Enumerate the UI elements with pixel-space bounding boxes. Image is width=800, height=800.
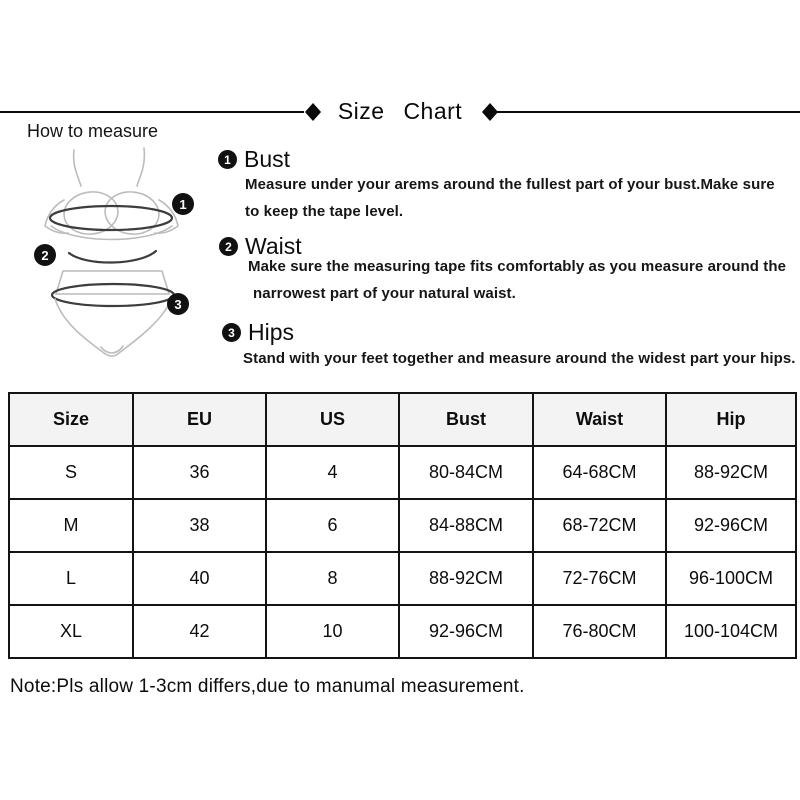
cell-bust: 84-88CM: [399, 499, 533, 552]
strap-left: [74, 150, 81, 186]
cell-eu: 36: [133, 446, 266, 499]
page-title: Size Chart: [337, 98, 463, 124]
cell-bust: 92-96CM: [399, 605, 533, 658]
header-cell-bust: Bust: [399, 393, 533, 446]
table-row-s: [9, 446, 796, 499]
divider-line-right: [496, 111, 800, 113]
table-row-l: [9, 552, 796, 605]
cell-eu: 38: [133, 499, 266, 552]
bust-label: Bust: [244, 146, 291, 172]
cell-hip: 100-104CM: [666, 605, 796, 658]
waist-number-badge: 2: [219, 237, 238, 256]
section-heading-bust: [218, 146, 290, 173]
cell-waist: 64-68CM: [533, 446, 666, 499]
hips-label: Hips: [248, 319, 295, 345]
cell-size: M: [9, 499, 133, 552]
cell-waist: 72-76CM: [533, 552, 666, 605]
divider-line-left: [0, 111, 304, 113]
figure-badge-1: [172, 193, 194, 215]
cell-bust: 88-92CM: [399, 552, 533, 605]
measurement-note: Note:Pls allow 1-3cm differs,due to manumal measurement.: [10, 676, 525, 697]
cell-size: L: [9, 552, 133, 605]
hips-number-badge: 3: [222, 323, 241, 342]
cell-us: 6: [266, 499, 399, 552]
figure-badge-2-number: 2: [41, 248, 49, 263]
header-cell-us: US: [266, 393, 399, 446]
diamond-ornament-left: [305, 103, 321, 121]
bust-instruction-line-2: to keep the tape level.: [245, 203, 404, 220]
cell-eu: 40: [133, 552, 266, 605]
figure-badge-3: [167, 293, 189, 315]
section-heading-waist: [219, 233, 302, 260]
size-table: [8, 392, 797, 659]
hip-measure-line: [52, 284, 174, 306]
header-cell-eu: EU: [133, 393, 266, 446]
cell-size: S: [9, 446, 133, 499]
bust-number-badge: 1: [218, 150, 237, 169]
figure-badge-2: [34, 244, 56, 266]
bust-instruction-line-1: Measure under your arems around the fullest part of your bust.Make sure: [245, 176, 775, 193]
waist-instruction-line-2: narrowest part of your natural waist.: [253, 285, 516, 302]
cell-waist: 68-72CM: [533, 499, 666, 552]
figure-badge-3-number: 3: [174, 297, 182, 312]
strap-right: [137, 148, 144, 186]
cell-hip: 96-100CM: [666, 552, 796, 605]
waist-instruction-line-1: Make sure the measuring tape fits comfortably as you measure around the: [248, 258, 787, 275]
header-cell-waist: Waist: [533, 393, 666, 446]
cell-size: XL: [9, 605, 133, 658]
table-row-m: [9, 499, 796, 552]
table-header-row: [9, 393, 796, 446]
waist-measure-line: [69, 251, 156, 263]
table-row-xl: [9, 605, 796, 658]
cell-bust: 80-84CM: [399, 446, 533, 499]
under-band: [51, 226, 172, 240]
cell-eu: 42: [133, 605, 266, 658]
cell-us: 4: [266, 446, 399, 499]
waist-label: Waist: [245, 233, 302, 259]
header-cell-hip: Hip: [666, 393, 796, 446]
header-cell-size: Size: [9, 393, 133, 446]
cell-waist: 76-80CM: [533, 605, 666, 658]
cell-us: 10: [266, 605, 399, 658]
cell-hip: 88-92CM: [666, 446, 796, 499]
section-heading-hips: [222, 319, 294, 346]
how-to-measure-heading: How to measure: [27, 121, 159, 141]
figure-badge-1-number: 1: [179, 197, 187, 212]
cell-us: 8: [266, 552, 399, 605]
bikini-measure-illustration: [15, 142, 220, 364]
brief-band: [56, 271, 169, 294]
cell-hip: 92-96CM: [666, 499, 796, 552]
hips-instruction-line-1: Stand with your feet together and measure around the widest part your hips.: [243, 350, 796, 367]
